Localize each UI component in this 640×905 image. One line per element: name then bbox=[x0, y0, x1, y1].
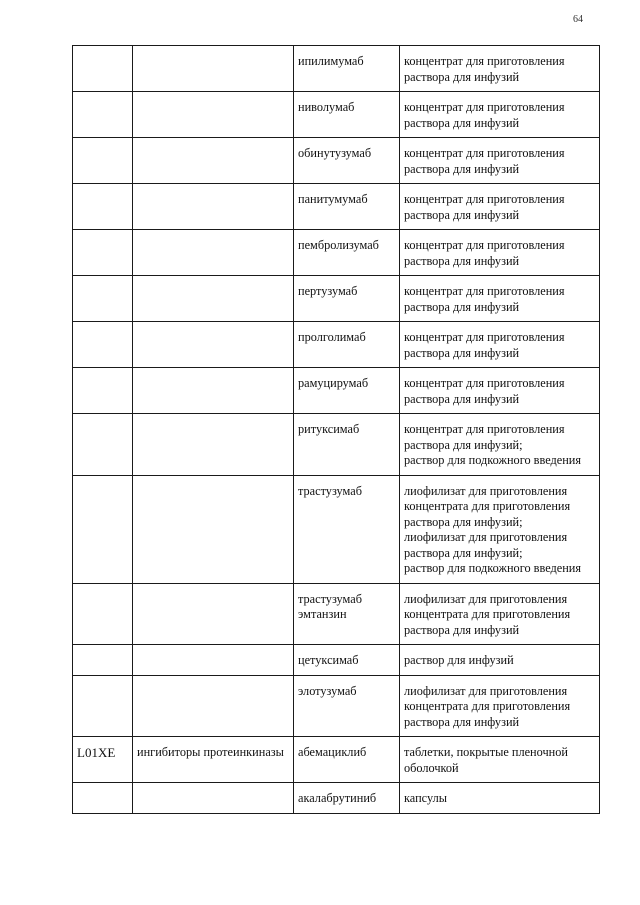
dosage-form-text: концентрат для приготовления раствора для инфузий bbox=[404, 192, 565, 222]
dosage-form-text: концентрат для приготовления раствора для инфузий bbox=[404, 54, 565, 84]
dosage-form-text: таблетки, покрытые пленочной оболочкой bbox=[404, 745, 568, 775]
table-row bbox=[73, 737, 600, 783]
drug-name-cell bbox=[294, 92, 400, 138]
atc-code-cell bbox=[73, 322, 133, 368]
drug-name-cell bbox=[294, 414, 400, 476]
drug-name-text: обинутузумаб bbox=[298, 146, 372, 160]
table-row bbox=[73, 46, 600, 92]
drug-name-text: пролголимаб bbox=[298, 330, 366, 344]
pharmacological-group-text: ингибиторы протеинкиназы bbox=[137, 745, 284, 759]
drug-name-cell bbox=[294, 276, 400, 322]
drug-name-cell bbox=[294, 322, 400, 368]
drug-name-cell bbox=[294, 46, 400, 92]
dosage-form-cell bbox=[400, 475, 600, 583]
table-row bbox=[73, 184, 600, 230]
atc-code-cell bbox=[73, 368, 133, 414]
dosage-form-cell bbox=[400, 783, 600, 814]
drug-name-cell bbox=[294, 368, 400, 414]
dosage-form-text: концентрат для приготовления раствора для инфузий; раствор для подкожного введения bbox=[404, 422, 582, 467]
dosage-form-cell bbox=[400, 737, 600, 783]
table-row bbox=[73, 138, 600, 184]
atc-code-cell bbox=[73, 583, 133, 645]
dosage-form-cell bbox=[400, 414, 600, 476]
dosage-form-cell bbox=[400, 46, 600, 92]
dosage-form-text: концентрат для приготовления раствора для инфузий bbox=[404, 238, 565, 268]
table-row bbox=[73, 92, 600, 138]
pharmacological-group-cell bbox=[133, 138, 294, 184]
pharmacological-group-cell bbox=[133, 230, 294, 276]
dosage-form-cell bbox=[400, 583, 600, 645]
pharmacological-group-cell bbox=[133, 475, 294, 583]
drug-table bbox=[72, 45, 600, 814]
dosage-form-cell bbox=[400, 276, 600, 322]
dosage-form-text: концентрат для приготовления раствора для инфузий bbox=[404, 330, 565, 360]
dosage-form-text: концентрат для приготовления раствора для инфузий bbox=[404, 284, 565, 314]
atc-code-cell bbox=[73, 414, 133, 476]
dosage-form-text: концентрат для приготовления раствора для инфузий bbox=[404, 376, 565, 406]
drug-name-cell bbox=[294, 230, 400, 276]
dosage-form-cell bbox=[400, 184, 600, 230]
dosage-form-cell bbox=[400, 675, 600, 737]
dosage-form-text: концентрат для приготовления раствора для инфузий bbox=[404, 146, 565, 176]
table-row bbox=[73, 475, 600, 583]
pharmacological-group-cell bbox=[133, 414, 294, 476]
atc-code-cell bbox=[73, 276, 133, 322]
dosage-form-text: лиофилизат для приготовления концентрата для приготовления раствора для инфузий bbox=[404, 683, 571, 729]
atc-code-cell bbox=[73, 783, 133, 814]
table-row bbox=[73, 783, 600, 814]
pharmacological-group-cell bbox=[133, 675, 294, 737]
dosage-form-text: лиофилизат для приготовления концентрата для приготовления раствора для инфузий bbox=[404, 591, 571, 637]
dosage-form-cell bbox=[400, 230, 600, 276]
table-row bbox=[73, 322, 600, 368]
table-body bbox=[73, 46, 600, 814]
atc-code-cell bbox=[73, 92, 133, 138]
drug-name-cell bbox=[294, 675, 400, 737]
drug-name-text: пертузумаб bbox=[298, 284, 358, 298]
table-row bbox=[73, 368, 600, 414]
drug-name-text: акалабрутиниб bbox=[298, 791, 377, 805]
pharmacological-group-cell bbox=[133, 583, 294, 645]
pharmacological-group-cell bbox=[133, 276, 294, 322]
drug-name-text: абемациклиб bbox=[298, 745, 367, 759]
drug-name-text: трастузумаб bbox=[298, 483, 362, 498]
pharmacological-group-cell bbox=[133, 92, 294, 138]
atc-code-cell bbox=[73, 475, 133, 583]
atc-code-cell bbox=[73, 184, 133, 230]
drug-name-text: ниволумаб bbox=[298, 100, 355, 114]
dosage-form-text: капсулы bbox=[404, 791, 447, 805]
atc-code-cell bbox=[73, 138, 133, 184]
pharmacological-group-cell bbox=[133, 368, 294, 414]
drug-name-text: ритуксимаб bbox=[298, 422, 360, 436]
drug-name-cell bbox=[294, 783, 400, 814]
drug-name-text: панитумумаб bbox=[298, 192, 368, 206]
pharmacological-group-cell bbox=[133, 737, 294, 783]
drug-name-text: рамуцирумаб bbox=[298, 376, 369, 390]
drug-name-text: элотузумаб bbox=[298, 683, 357, 698]
drug-name-cell bbox=[294, 583, 400, 645]
dosage-form-text: раствор для инфузий bbox=[404, 653, 514, 667]
table-row bbox=[73, 675, 600, 737]
drug-name-cell bbox=[294, 138, 400, 184]
dosage-form-cell bbox=[400, 322, 600, 368]
drug-name-cell bbox=[294, 184, 400, 230]
dosage-form-text: концентрат для приготовления раствора для инфузий bbox=[404, 100, 565, 130]
atc-code-text: L01XE bbox=[77, 745, 116, 760]
table-row bbox=[73, 645, 600, 676]
atc-code-cell bbox=[73, 675, 133, 737]
table-row bbox=[73, 583, 600, 645]
drug-name-cell bbox=[294, 737, 400, 783]
dosage-form-cell bbox=[400, 138, 600, 184]
drug-name-cell bbox=[294, 645, 400, 676]
page-number: 64 bbox=[573, 14, 583, 25]
drug-name-cell bbox=[294, 475, 400, 583]
pharmacological-group-cell bbox=[133, 184, 294, 230]
atc-code-cell bbox=[73, 645, 133, 676]
drug-name-text: ипилимумаб bbox=[298, 54, 364, 68]
drug-name-text: цетуксимаб bbox=[298, 653, 359, 667]
table-row bbox=[73, 230, 600, 276]
drug-name-text: пембролизумаб bbox=[298, 238, 379, 252]
atc-code-cell bbox=[73, 737, 133, 783]
table-row bbox=[73, 276, 600, 322]
dosage-form-cell bbox=[400, 92, 600, 138]
pharmacological-group-cell bbox=[133, 645, 294, 676]
dosage-form-cell bbox=[400, 368, 600, 414]
dosage-form-cell bbox=[400, 645, 600, 676]
table-row bbox=[73, 414, 600, 476]
pharmacological-group-cell bbox=[133, 322, 294, 368]
drug-name-text: трастузумаб эмтанзин bbox=[298, 591, 362, 621]
atc-code-cell bbox=[73, 46, 133, 92]
atc-code-cell bbox=[73, 230, 133, 276]
pharmacological-group-cell bbox=[133, 783, 294, 814]
pharmacological-group-cell bbox=[133, 46, 294, 92]
dosage-form-text: лиофилизат для приготовления концентрата для приготовления раствора для инфузий; лиофилизат для приготовления раствора для инфузий; раствор для подкожного введения bbox=[404, 483, 582, 575]
